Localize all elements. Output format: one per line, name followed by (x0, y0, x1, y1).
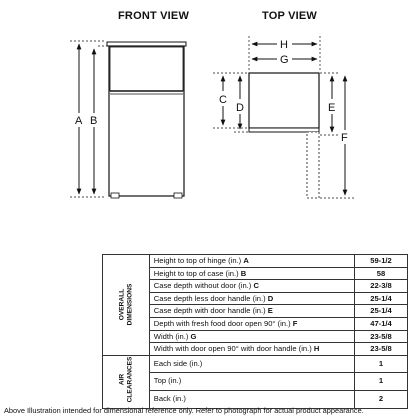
air-clearances-group-label-line1: AIR (118, 373, 126, 386)
dimension-value: 25-1/4 (355, 292, 408, 305)
clearance-value: 1 (355, 355, 408, 373)
dimension-value: 58 (355, 267, 408, 280)
clearance-value: 1 (355, 373, 408, 391)
dimension-label: Case depth without door (in.) (153, 281, 252, 291)
clearance-label: Back (in.) (149, 390, 354, 408)
dimension-value: 23-5/8 (355, 343, 408, 356)
dimension-label-cell (149, 292, 354, 305)
door-open-90 (307, 132, 319, 198)
table-row (103, 255, 408, 268)
clearance-label: Each side (in.) (149, 355, 354, 373)
table-row (103, 355, 408, 373)
overall-dimensions-group (103, 255, 150, 356)
dimension-label: Height to top of hinge (in.) (153, 256, 242, 265)
top-view-refrigerator (249, 73, 319, 198)
callout-e: E (328, 102, 336, 114)
dimension-f (320, 76, 354, 198)
dimension-value: 22-3/8 (355, 280, 408, 293)
dimension-letter: E (267, 306, 273, 316)
dimension-label-cell (149, 317, 354, 330)
case-top-outline (249, 73, 319, 128)
callout-c: C (219, 94, 227, 106)
dimension-label: Depth with fresh food door open 90° (in.) (153, 318, 291, 328)
dimension-label: Width (in.) (153, 331, 189, 341)
dimension-label: Case depth with door handle (in.) (153, 306, 266, 316)
front-view-title: FRONT VIEW (118, 10, 190, 22)
left-foot (111, 193, 119, 198)
air-clearances-group (103, 355, 150, 408)
dimension-letter: G (190, 331, 197, 341)
dimension-letter: D (267, 293, 274, 303)
dimension-label: Height to top of case (in.) (153, 268, 239, 278)
dimension-b (90, 46, 108, 194)
callout-h: H (280, 39, 288, 51)
dimension-label-cell (149, 330, 354, 343)
dimension-label-cell (149, 305, 354, 318)
callout-g: G (280, 54, 289, 66)
dimension-c (213, 73, 248, 128)
air-clearances-group-label-line2: CLEARANCES (125, 356, 133, 403)
dimension-label: Width with door open 90° with door handle (in.) (153, 344, 312, 354)
dimension-label: Case depth less door handle (in.) (153, 293, 266, 303)
dimensions-table (102, 254, 408, 409)
air-clearances-group-label (118, 357, 133, 403)
dimension-letter: A (243, 256, 249, 265)
freezer-door (110, 47, 183, 91)
dimension-value: 25-1/4 (355, 305, 408, 318)
dimension-label-cell (149, 280, 354, 293)
door-closed (249, 128, 319, 132)
overall-dimensions-group-label (118, 283, 133, 325)
dimension-label-cell (149, 343, 354, 356)
right-foot (174, 193, 182, 198)
dimension-a (70, 41, 106, 197)
clearance-label: Top (in.) (149, 373, 354, 391)
footnote: Above Illustration intended for dimensional reference only. Refer to photograph for actual product appearance. (4, 406, 364, 415)
dimension-letter: F (292, 318, 298, 328)
dimension-d (234, 76, 248, 132)
dimension-g (252, 54, 317, 66)
clearance-value: 2 (355, 390, 408, 408)
callout-b: B (90, 115, 98, 127)
dimension-value: 47-1/4 (355, 317, 408, 330)
overall-dimensions-group-label-line1: OVERALL (118, 288, 126, 321)
dimension-letter: C (253, 281, 259, 291)
dimension-e (320, 73, 340, 135)
overall-dimensions-group-label-line2: DIMENSIONS (125, 283, 133, 326)
callout-d: D (236, 102, 244, 114)
dimension-value: 59-1/2 (355, 255, 408, 268)
dimension-value: 23-5/8 (355, 330, 408, 343)
dimension-letter: B (240, 268, 247, 278)
dimension-label-cell (149, 267, 354, 280)
callout-a: A (75, 115, 83, 127)
dimension-label-cell (149, 255, 354, 268)
front-view-refrigerator (107, 42, 186, 198)
callout-f: F (341, 132, 348, 144)
dimension-letter: H (313, 344, 320, 354)
top-view-title: TOP VIEW (262, 10, 317, 22)
